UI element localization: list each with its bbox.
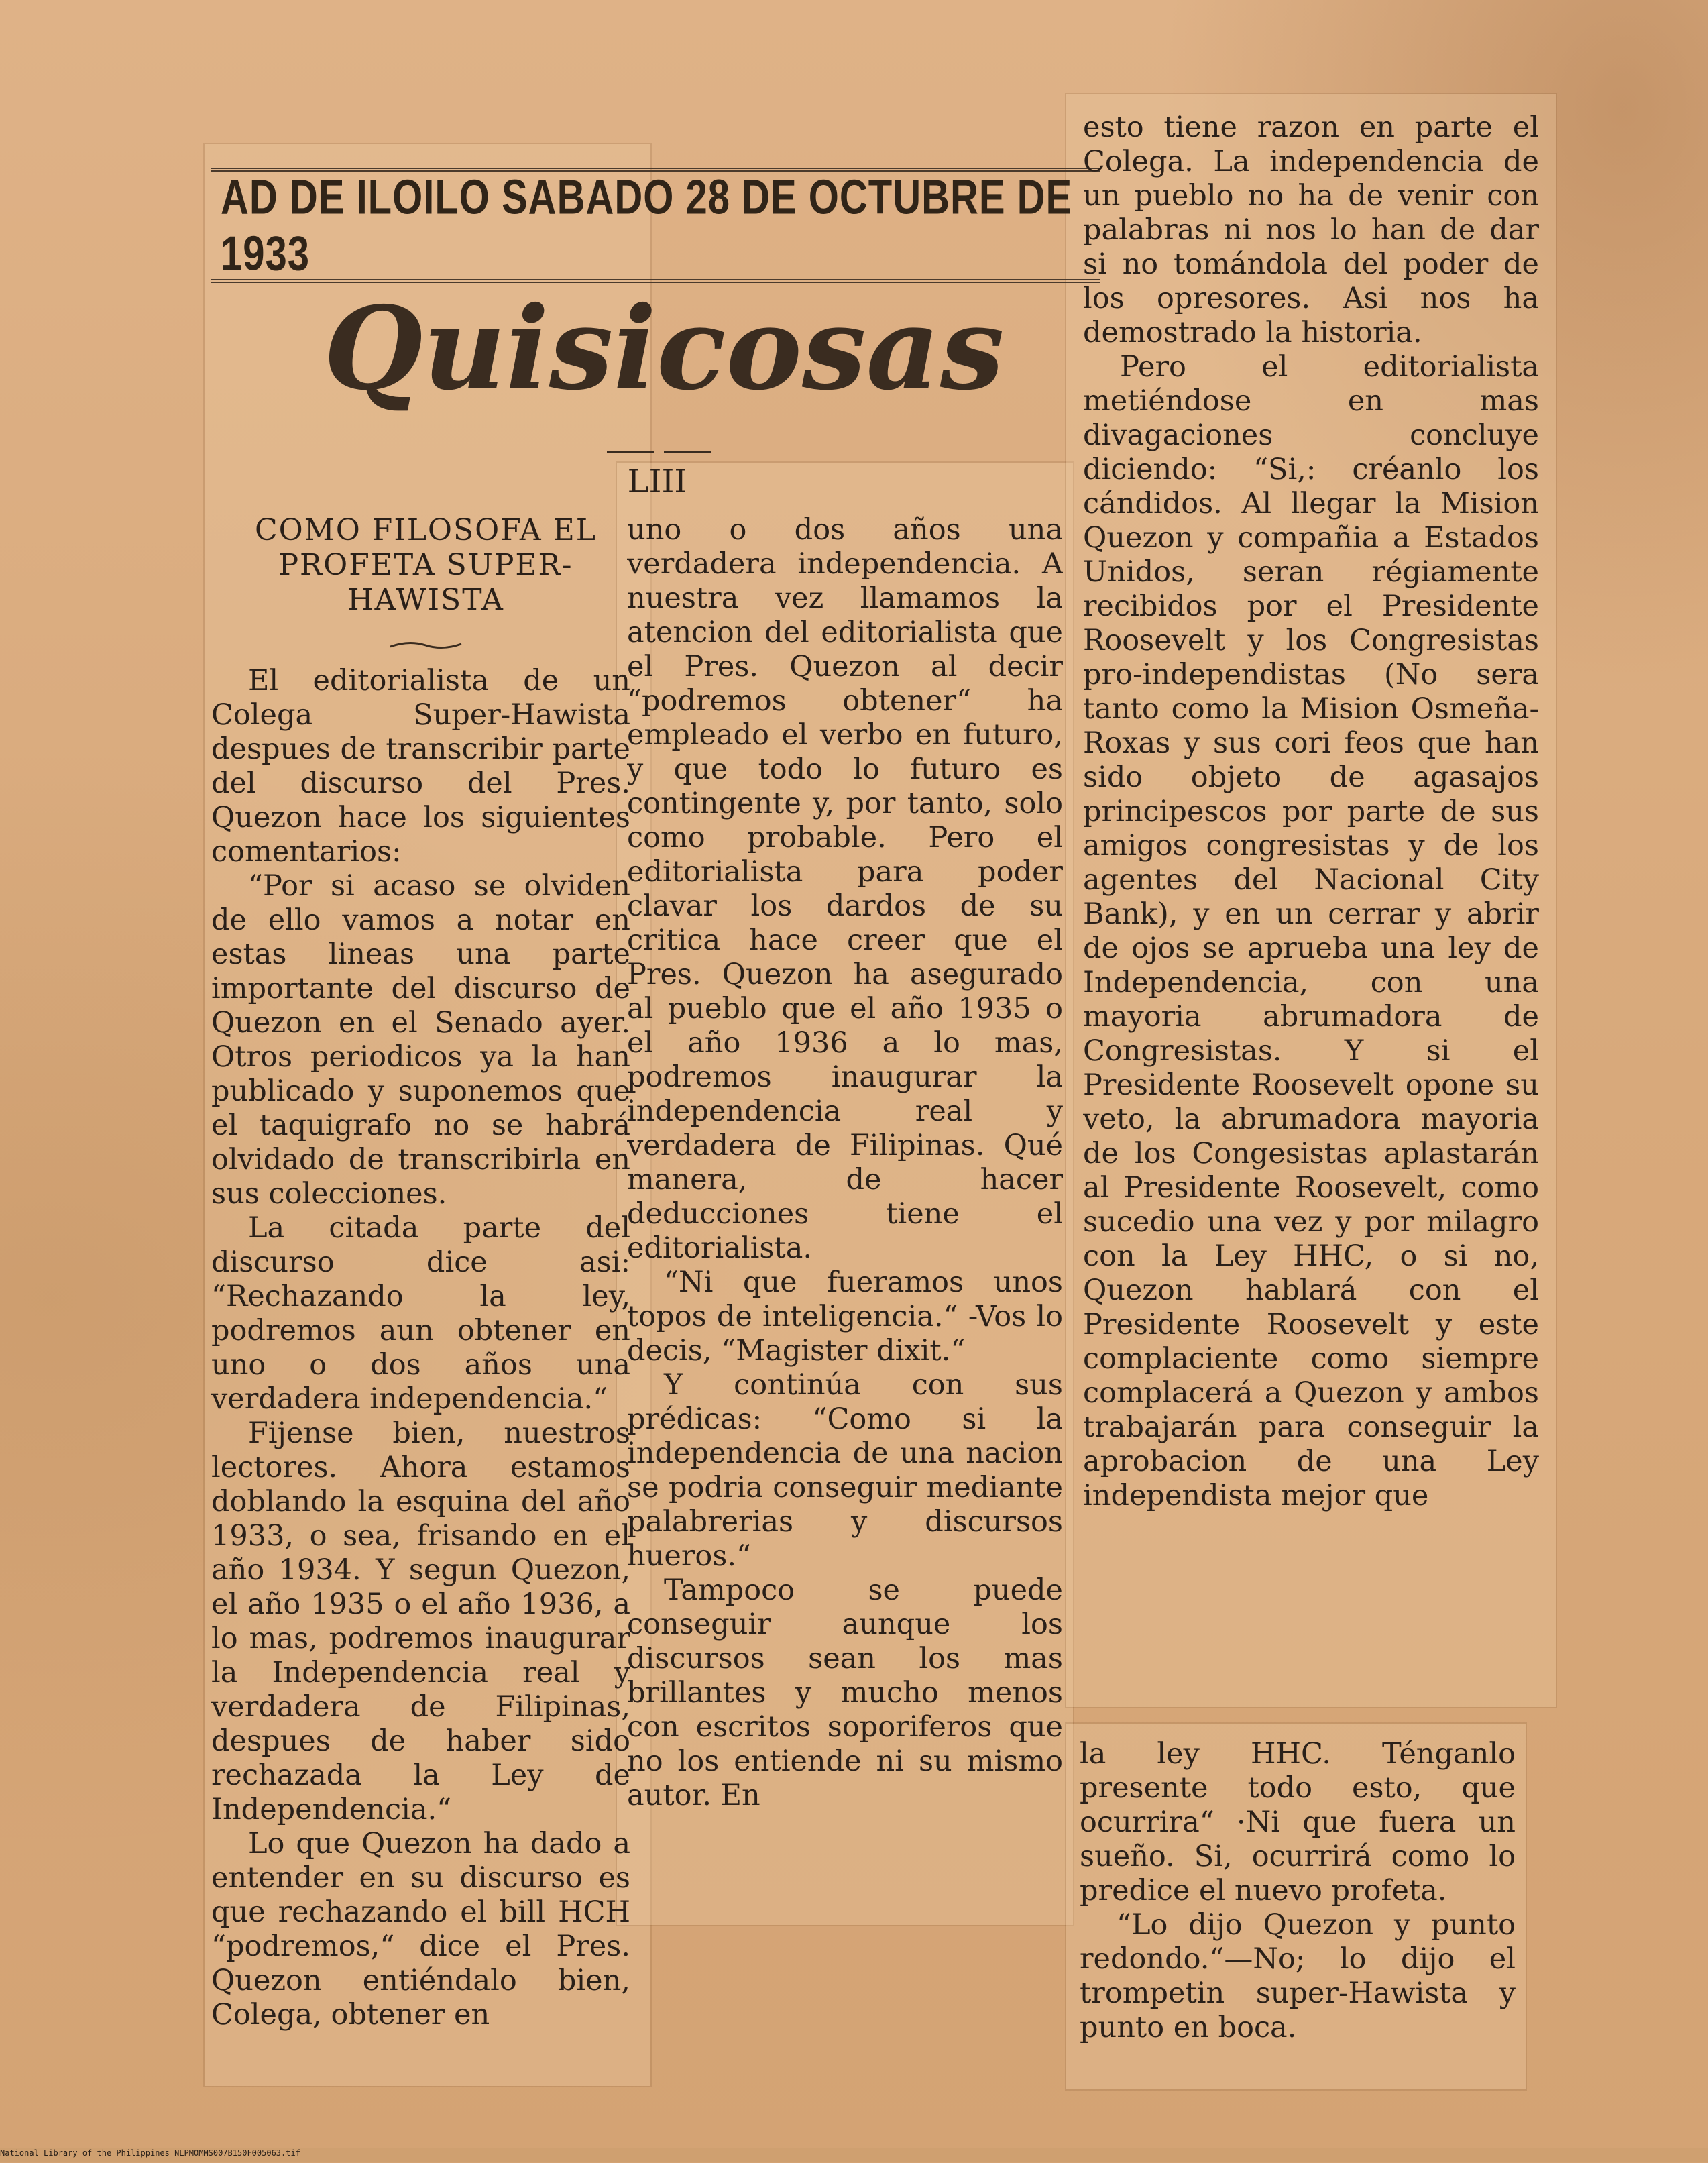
article-title: Quisicosas [323, 282, 1005, 416]
col3-para-2: Pero el editorialista metiéndose en mas divagaciones concluye diciendo: “Si,: créanlo los cándidos. Al llegar la Mision Quezon y compañia a Estados Unidos, seran régiamente recibidos por el Presidente Roosevelt y los Congresistas pro-independistas (No sera tanto como la Mision Osmeña-Roxas y sus cori feos que han sido objeto de agasajos principescos por parte de sus amigos congresistas y de los agentes del Nacional City Bank), y en un cerrar y abrir de ojos se aprueba una ley de Independencia, con una mayoria abrumadora de Congresistas. Y si el Presidente Roosevelt opone su veto, la abrumadora mayoria de los Congesistas aplastarán al Presidente Roosevelt, como sucedio una vez y por milagro con la Ley HHC, o si no, Quezon hablará con el Presidente Roosevelt y este complaciente como siempre complacerá a Quezon y ambos trabajarán para conseguir la aprobacion de una Ley independista mejor que [1083, 350, 1539, 1512]
col3b-para-2: “Lo dijo Quezon y punto redondo.“—No; lo dijo el trompetin super-Hawista y punto en boca. [1080, 1908, 1516, 2044]
col1-para-2: “Por si acaso se olviden de ello vamos a notar en estas lineas una parte importante del discurso de Quezon en el Senado ayer. Otros periodicos ya la han publicado y suponemos que el taquigrafo no se habrá olvidado de transcribirla en sus colecciones. [211, 869, 630, 1211]
column-2 [627, 513, 1063, 1918]
column-3-top [1083, 111, 1539, 1704]
col1-para-4: Fijense bien, nuestros lectores. Ahora estamos doblando la esquina del año 1933, o sea, frisando en el año 1934. Y segun Quezon, el año 1935 o el año 1936, a lo mas, podremos inaugurar la Independencia real y verdadera de Filipinas, despues de haber sido rechazada la Ley de Independencia.“ [211, 1417, 630, 1826]
col2-para-1: uno o dos años una verdadera independencia. A nuestra vez llamamos la atencion del editorialista que el Pres. Quezon al decir “podremos obtener“ ha empleado el verbo en futuro, y que todo lo futuro es contingente y, por tanto, solo como probable. Pero el editorialista para poder clavar los dardos de su critica hace creer que el Pres. Quezon ha asegurado al pueblo que el año 1935 o el año 1936 a lo mas, podremos inaugurar la independencia real y verdadera de Filipinas. Qué manera, de hacer deducciones tiene el editorialista. [627, 513, 1063, 1265]
col1-para-3: La citada parte del discurso dice asi: “Rechazando la ley, podremos aun obtener en uno o dos años una verdadera independencia.“ [211, 1211, 630, 1416]
title-rule-right [664, 451, 711, 453]
col2-para-2: “Ni que fueramos unos topos de inteligencia.“ -Vos lo decis, “Magister dixit.“ [627, 1266, 1063, 1368]
issue-number: LIII [627, 463, 687, 500]
archive-footer: National Library of the Philippines NLPMOMMS007B150F005063.tif [0, 2148, 1708, 2162]
title-rule-left [607, 451, 654, 453]
col1-para-1: El editorialista de un Colega Super-Hawista despues de transcribir parte del discurso del Pres. Quezon hace los siguientes comentarios: [211, 664, 630, 869]
col3-para-1: esto tiene razon en parte el Colega. La independencia de un pueblo no ha de venir con palabras ni nos lo han de dar si no tomándola del poder de los opresores. Asi nos ha demostrado la historia. [1083, 111, 1539, 349]
masthead [211, 168, 1100, 283]
swash-ornament [389, 639, 463, 652]
subheading: COMO FILOSOFA EL PROFETA SUPER-HAWISTA [254, 513, 597, 617]
col1-para-5: Lo que Quezon ha dado a entender en su discurso es que rechazando el bill HCH “podremos,“ dice el Pres. Quezon entiéndalo bien, Colega, obtener en [211, 1827, 630, 2032]
masthead-text: AD DE ILOILO SABADO 28 DE OCTUBRE DE 1933 [221, 170, 1073, 281]
col2-para-3: Y continúa con sus prédicas: “Como si la independencia de una nacion se podria conseguir mediante palabrerias y discursos hueros.“ [627, 1368, 1063, 1573]
column-3-bottom [1080, 1737, 1516, 2086]
col2-para-4: Tampoco se puede conseguir aunque los discursos sean los mas brillantes y mucho menos con escritos soporiferos que no los entiende ni su mismo autor. En [627, 1573, 1063, 1812]
col3b-para-1: la ley HHC. Ténganlo presente todo esto, que ocurrira“ ·Ni que fuera un sueño. Si, ocurrirá como lo predice el nuevo profeta. [1080, 1737, 1516, 1907]
column-1 [211, 664, 630, 2079]
